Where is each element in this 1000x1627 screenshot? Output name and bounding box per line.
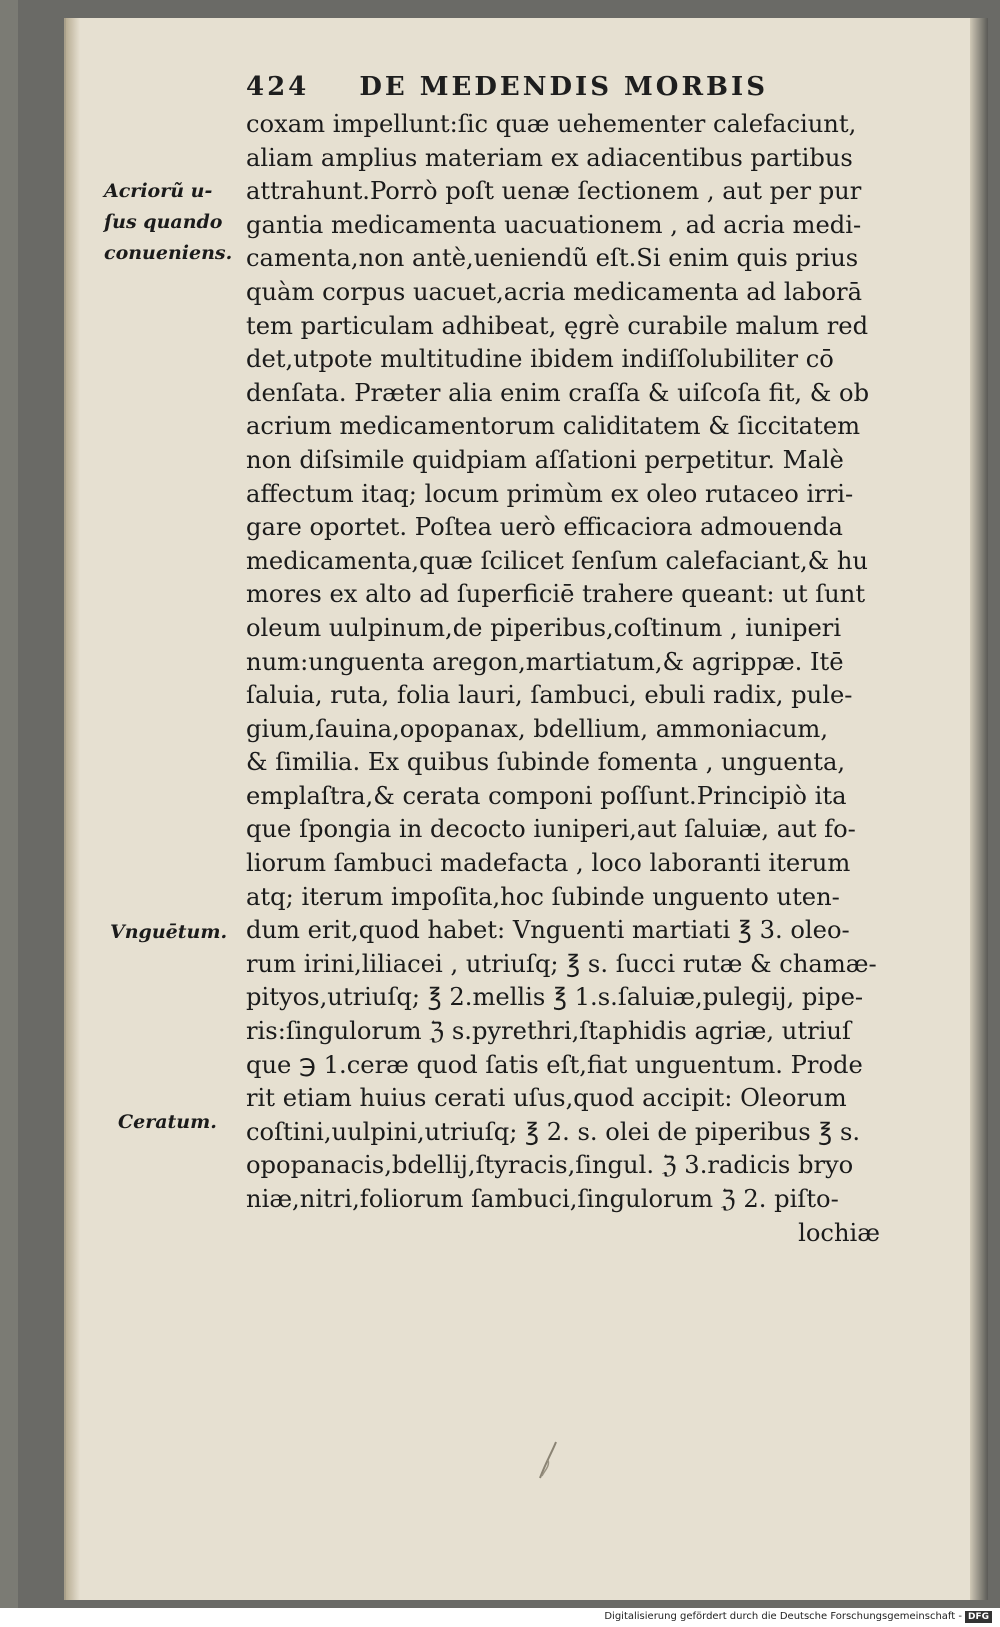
marginal-note-unguentum: Vnguētum. xyxy=(110,921,228,943)
marginal-note-acriorum xyxy=(104,176,254,269)
main-text-block xyxy=(246,108,880,1250)
text-line: gium,ſauina,opopanax, bdellium, ammoniacum, xyxy=(246,714,829,743)
marginal-line: Acriorũ u- xyxy=(104,180,213,202)
text-line: atq; iterum impoſita,hoc ſubinde unguento uten- xyxy=(246,882,840,911)
text-line: coxam impellunt:ſic quæ uehementer calefaciunt, xyxy=(246,110,857,138)
text-line: quàm corpus uacuet,acria medicamenta ad laborā xyxy=(246,277,863,306)
text-line: denſata. Præter alia enim craſſa & uiſcoſa fit, & ob xyxy=(246,378,870,407)
text-line: liorum ſambuci madefacta , loco laboranti iterum xyxy=(246,849,851,878)
text-line: affectum itaq; locum primùm ex oleo rutaceo irri- xyxy=(246,479,854,508)
text-line: opopanacis,bdellij,ſtyracis,ſingul. ℨ 3.radicis bryo xyxy=(246,1151,854,1180)
marginal-line: conueniens. xyxy=(104,242,233,264)
ink-mark-icon xyxy=(536,1440,562,1482)
footer-credit: Digitalisierung gefördert durch die Deutsche Forschungsgemeinschaft - xyxy=(604,1611,962,1622)
text-line: rum irini,liliacei , utriuſq; ℥ s. ſucci rutæ & chamæ- xyxy=(246,949,877,978)
catchword: lochiæ xyxy=(798,1218,880,1247)
text-line: que ℈ 1.ceræ quod ſatis eſt,fiat unguentum. Prode xyxy=(246,1050,863,1079)
page-right-edge xyxy=(970,18,988,1600)
text-line: medicamenta,quæ ſcilicet ſenſum calefaciant,& hu xyxy=(246,546,869,575)
text-line: rit etiam huius cerati uſus,quod accipit: Oleorum xyxy=(246,1084,847,1113)
running-title: DE MEDENDIS MORBIS xyxy=(359,72,768,102)
text-line: ſaluia, ruta, folia lauri, ſambuci, ebuli radix, pule- xyxy=(246,681,853,710)
text-line: attrahunt.Porrò poſt uenæ ſectionem , aut per pur xyxy=(246,177,862,206)
text-line: num:unguenta aregon,martiatum,& agrippæ. Itē xyxy=(246,647,844,676)
text-line: coſtini,uulpini,utriuſq; ℥ 2. s. olei de piperibus ℥ s. xyxy=(246,1117,861,1146)
text-line: det,utpote multitudine ibidem indiſſolubiliter cō xyxy=(246,345,834,374)
text-line: acrium medicamentorum caliditatem & ſiccitatem xyxy=(246,412,861,441)
digitization-footer xyxy=(560,1611,992,1625)
text-line: niæ,nitri,foliorum ſambuci,ſingulorum ℨ 2. piſto- xyxy=(246,1185,839,1213)
marginal-line: ſus quando xyxy=(104,211,223,233)
text-line: pityos,utriuſq; ℥ 2.mellis ℥ 1.s.ſaluiæ,pulegij, pipe- xyxy=(246,983,864,1012)
text-line: mores ex alto ad ſuperficiē trahere queant: ut ſunt xyxy=(246,580,866,609)
running-header xyxy=(246,72,846,102)
text-line: aliam amplius materiam ex adiacentibus partibus xyxy=(246,143,853,172)
text-line: tem particulam adhibeat, ęgrè curabile malum red xyxy=(246,311,869,340)
text-line: & ſimilia. Ex quibus ſubinde fomenta , unguenta, xyxy=(246,748,846,777)
text-line: gare oportet. Poſtea uerò efficaciora admouenda xyxy=(246,513,843,542)
text-line: emplaſtra,& cerata componi poſſunt.Principiò ita xyxy=(246,781,847,810)
text-line: dum erit,quod habet: Vnguenti martiati ℥ 3. oleo- xyxy=(246,916,850,945)
text-line: oleum uulpinum,de piperibus,coſtinum , iuniperi xyxy=(246,613,842,642)
page-gutter-shadow xyxy=(66,18,80,1600)
text-line: gantia medicamenta uacuationem , ad acria medi- xyxy=(246,210,862,239)
dfg-logo: DFG xyxy=(965,1611,992,1623)
page-number: 424 xyxy=(246,72,310,102)
text-line: que ſpongia in decocto iuniperi,aut ſaluiæ, aut fo- xyxy=(246,815,856,844)
text-line: ris:ſingulorum ℨ s.pyrethri,ſtaphidis agriæ, utriuſ xyxy=(246,1017,851,1046)
scan-left-border xyxy=(0,0,18,1608)
marginal-note-ceratum: Ceratum. xyxy=(118,1111,217,1133)
text-line: camenta,non antè,ueniendũ eſt.Si enim quis prius xyxy=(246,244,859,273)
text-line: non diſsimile quidpiam aſſationi perpetitur. Malè xyxy=(246,445,844,474)
